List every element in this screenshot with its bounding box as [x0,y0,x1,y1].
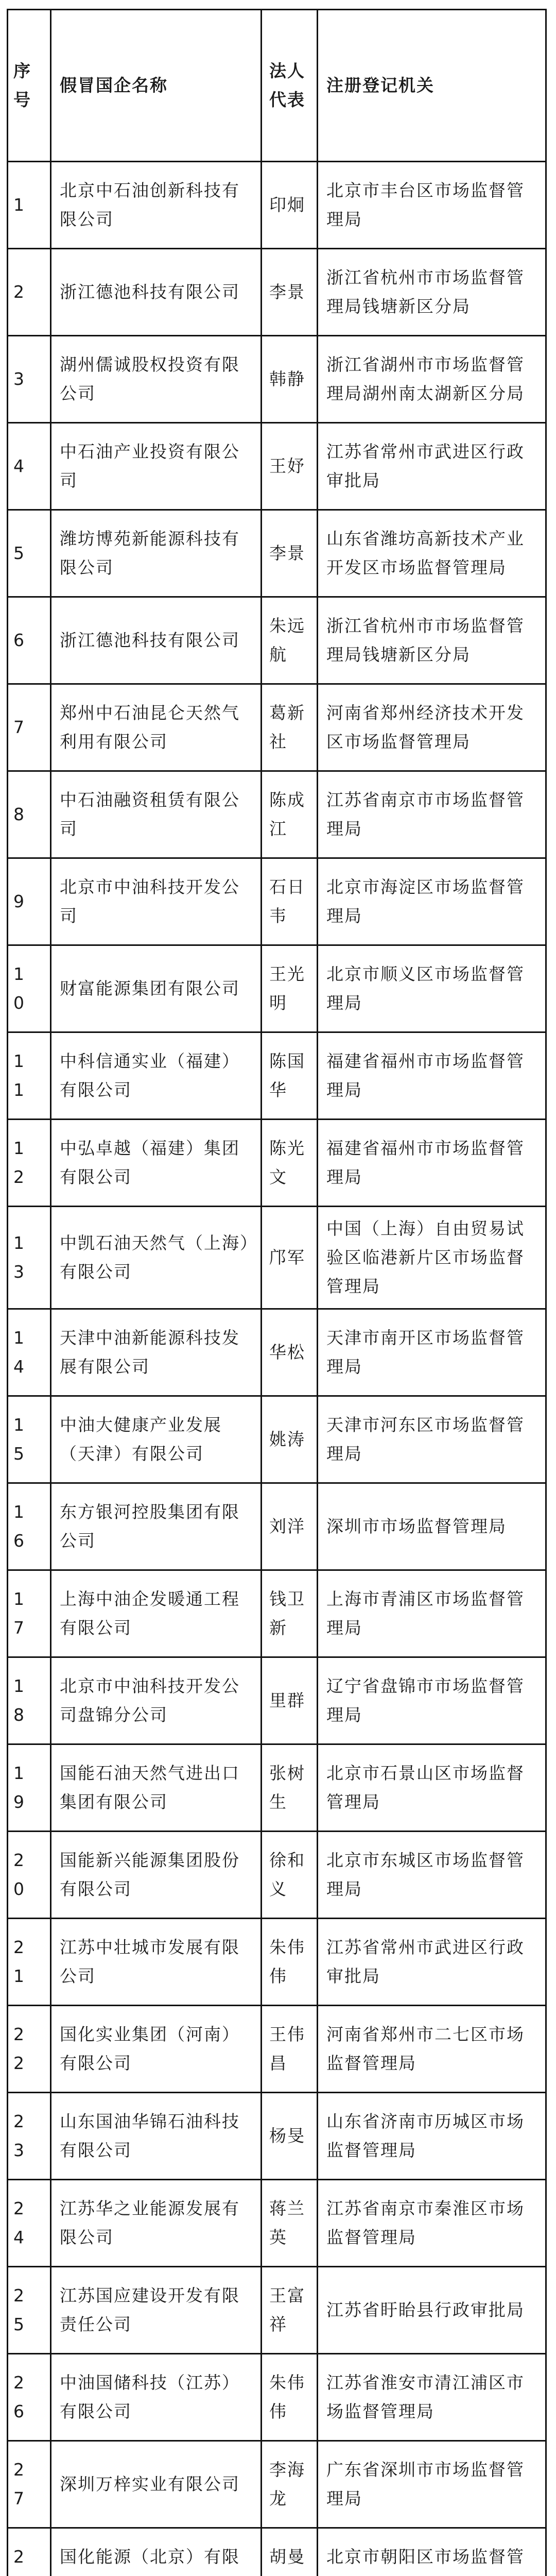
table-row [8,858,546,945]
row-index-text: 27 [13,2460,25,2509]
table-row [8,1657,546,1744]
row-authority: 中国（上海）自由贸易试验区临港新片区市场监督管理局 [318,1207,546,1309]
row-authority: 江苏省南京市秦淮区市场监督管理局 [318,2180,546,2267]
table-row [8,1032,546,1120]
row-representative [262,1919,318,2006]
row-company: 浙江德池科技有限公司 [51,249,262,336]
row-index-text: 15 [13,1415,25,1464]
row-index-text: 1 [13,195,25,215]
row-index-text: 21 [13,1937,25,1986]
row-company: 潍坊博苑新能源科技有限公司 [51,510,262,597]
row-company: 国化能源（北京）有限 [51,2528,262,2576]
row-index [8,684,51,771]
row-representative-text: 王光明 [269,964,305,1013]
row-authority: 江苏省南京市市场监督管理局 [318,771,546,858]
table-row [8,249,546,336]
row-company: 中凯石油天然气（上海）有限公司 [51,1207,262,1309]
row-representative-text: 杨旻 [269,2126,305,2146]
row-authority: 江苏省淮安市清江浦区市场监督管理局 [318,2354,546,2441]
row-representative-text: 李景 [269,543,305,563]
row-representative-text: 里群 [269,1690,305,1710]
row-authority: 北京市朝阳区市场监督管 [318,2528,546,2576]
row-index [8,1396,51,1483]
table-row [8,1832,546,1919]
row-company: 东方银河控股集团有限公司 [51,1483,262,1570]
row-representative-text: 李景 [269,282,305,302]
table-row [8,336,546,423]
table-row [8,2354,546,2441]
row-company: 国化实业集团（河南）有限公司 [51,2006,262,2093]
row-index [8,1120,51,1207]
row-representative [262,1207,318,1309]
row-authority: 河南省郑州经济技术开发区市场监督管理局 [318,684,546,771]
row-company: 中科信通实业（福建）有限公司 [51,1032,262,1120]
row-index-text: 25 [13,2285,25,2334]
row-index [8,1657,51,1744]
table-row [8,510,546,597]
row-representative [262,1744,318,1832]
row-index [8,1570,51,1657]
row-index-text: 4 [13,456,25,476]
row-company: 中油大健康产业发展（天津）有限公司 [51,1396,262,1483]
row-company: 财富能源集团有限公司 [51,945,262,1032]
row-representative [262,162,318,249]
row-representative [262,858,318,945]
row-index-text: 22 [13,2024,25,2073]
row-company: 浙江德池科技有限公司 [51,597,262,684]
row-company: 上海中油企发暖通工程有限公司 [51,1570,262,1657]
row-representative-text: 韩静 [269,369,305,389]
row-index [8,2354,51,2441]
row-authority: 北京市石景山区市场监督管理局 [318,1744,546,1832]
row-authority: 北京市东城区市场监督管理局 [318,1832,546,1919]
row-index [8,1744,51,1832]
row-index-text: 6 [13,630,25,650]
row-representative [262,2354,318,2441]
row-index-text: 18 [13,1676,25,1725]
table-row [8,1919,546,2006]
row-index-text: 10 [13,964,25,1013]
row-company: 天津中油新能源科技发展有限公司 [51,1309,262,1396]
row-index-text: 12 [13,1138,25,1187]
row-index-text: 2 [13,282,25,302]
row-index-text: 11 [13,1051,25,1100]
table-row [8,2441,546,2528]
table-row [8,162,546,249]
row-representative-text: 陈国华 [269,1051,305,1100]
table-row [8,423,546,510]
row-company: 北京中石油创新科技有限公司 [51,162,262,249]
row-authority: 福建省福州市市场监督管理局 [318,1120,546,1207]
row-representative-text: 钱卫新 [269,1589,305,1638]
row-company: 深圳万梓实业有限公司 [51,2441,262,2528]
row-index [8,510,51,597]
row-representative-text: 胡曼 [269,2547,305,2567]
row-representative-text: 华松 [269,1342,305,1362]
row-index-text: 17 [13,1589,25,1638]
row-index [8,2441,51,2528]
row-authority: 天津市南开区市场监督管理局 [318,1309,546,1396]
row-index [8,597,51,684]
row-representative [262,2267,318,2354]
table-row [8,1396,546,1483]
row-representative-text: 邝军 [269,1247,305,1267]
row-authority: 河南省郑州市二七区市场监督管理局 [318,2006,546,2093]
row-index [8,1832,51,1919]
row-company: 中弘卓越（福建）集团有限公司 [51,1120,262,1207]
row-authority: 浙江省杭州市市场监督管理局钱塘新区分局 [318,597,546,684]
row-representative-text: 姚涛 [269,1429,305,1449]
row-index [8,945,51,1032]
row-representative [262,1032,318,1120]
row-representative-text: 徐和义 [269,1850,305,1899]
row-authority: 福建省福州市市场监督管理局 [318,1032,546,1120]
row-company: 山东国油华锦石油科技有限公司 [51,2093,262,2180]
table-row [8,684,546,771]
row-index [8,2093,51,2180]
row-representative-text: 陈成江 [269,790,305,839]
row-index [8,249,51,336]
header-index: 序号 [8,10,51,162]
row-representative-text: 葛新社 [269,703,305,752]
row-index [8,2267,51,2354]
row-representative [262,336,318,423]
header-company: 假冒国企名称 [51,10,262,162]
row-index-text: 19 [13,1763,25,1812]
row-company: 江苏华之业能源发展有限公司 [51,2180,262,2267]
row-representative-text: 王妤 [269,456,305,476]
table-row [8,1309,546,1396]
row-index-text: 16 [13,1502,25,1551]
row-index [8,1483,51,1570]
row-representative [262,1309,318,1396]
row-authority: 北京市顺义区市场监督管理局 [318,945,546,1032]
row-representative [262,423,318,510]
row-index [8,1919,51,2006]
row-company: 国能石油天然气进出口集团有限公司 [51,1744,262,1832]
table-body [8,162,546,2576]
table-row [8,2180,546,2267]
row-index-text: 26 [13,2372,25,2421]
row-representative [262,249,318,336]
row-representative [262,1483,318,1570]
table-row [8,1570,546,1657]
row-company: 湖州儒诚股权投资有限公司 [51,336,262,423]
row-index-text: 7 [13,717,25,737]
row-authority: 山东省潍坊高新技术产业开发区市场监督管理局 [318,510,546,597]
row-index [8,858,51,945]
table-row [8,1207,546,1309]
table-row [8,1744,546,1832]
table-row [8,945,546,1032]
row-index-text: 2 [13,2547,25,2567]
row-representative [262,1120,318,1207]
table-row [8,2528,546,2576]
row-index [8,1207,51,1309]
row-representative-text: 蒋兰英 [269,2198,305,2247]
header-representative: 法人代表 [262,10,318,162]
row-authority: 江苏省常州市武进区行政审批局 [318,423,546,510]
row-index [8,1032,51,1120]
row-index-text: 3 [13,369,25,389]
table-row [8,2093,546,2180]
row-representative [262,1396,318,1483]
row-index-text: 8 [13,804,25,824]
row-authority: 浙江省杭州市市场监督管理局钱塘新区分局 [318,249,546,336]
row-index [8,1309,51,1396]
row-representative-text: 朱伟伟 [269,2372,305,2421]
row-index-text: 13 [13,1233,25,1282]
row-index-text: 20 [13,1850,25,1899]
row-authority: 北京市海淀区市场监督管理局 [318,858,546,945]
row-representative [262,771,318,858]
row-company: 江苏中壮城市发展有限公司 [51,1919,262,2006]
table-row [8,1483,546,1570]
row-index-text: 9 [13,891,25,911]
row-index [8,771,51,858]
row-representative-text: 印炯 [269,195,305,215]
table-row [8,771,546,858]
row-representative [262,1570,318,1657]
row-index [8,336,51,423]
row-representative-text: 王富祥 [269,2285,305,2334]
table-header-row [8,10,546,162]
row-representative [262,945,318,1032]
row-company: 中油国储科技（江苏）有限公司 [51,2354,262,2441]
row-company: 郑州中石油昆仑天然气利用有限公司 [51,684,262,771]
row-authority: 江苏省盱眙县行政审批局 [318,2267,546,2354]
row-representative-text: 李海龙 [269,2460,305,2509]
row-company: 北京市中油科技开发公司盘锦分公司 [51,1657,262,1744]
row-company: 北京市中油科技开发公司 [51,858,262,945]
row-representative [262,1832,318,1919]
row-authority: 深圳市市场监督管理局 [318,1483,546,1570]
table-row [8,2006,546,2093]
row-index [8,2180,51,2267]
row-authority: 上海市青浦区市场监督管理局 [318,1570,546,1657]
row-representative [262,1657,318,1744]
row-authority: 北京市丰台区市场监督管理局 [318,162,546,249]
row-representative [262,510,318,597]
row-representative-text: 王伟昌 [269,2024,305,2073]
row-representative-text: 陈光文 [269,1138,305,1187]
table-row [8,597,546,684]
row-index-text: 14 [13,1328,25,1377]
row-authority: 天津市河东区市场监督管理局 [318,1396,546,1483]
row-representative [262,597,318,684]
row-representative [262,2006,318,2093]
companies-table-wrapper [7,9,545,2576]
row-index-text: 5 [13,543,25,563]
row-representative-text: 朱远航 [269,616,305,665]
row-representative [262,2441,318,2528]
row-representative-text: 石日韦 [269,877,305,926]
row-index-text: 23 [13,2111,25,2160]
row-authority: 山东省济南市历城区市场监督管理局 [318,2093,546,2180]
row-company: 国能新兴能源集团股份有限公司 [51,1832,262,1919]
row-representative-text: 张树生 [269,1763,305,1812]
row-authority: 浙江省湖州市市场监督管理局湖州南太湖新区分局 [318,336,546,423]
row-representative [262,2180,318,2267]
row-representative [262,2528,318,2576]
row-index [8,2006,51,2093]
table-row [8,2267,546,2354]
fake-soe-table [7,9,547,2576]
row-index-text: 24 [13,2198,25,2247]
row-company: 中石油产业投资有限公司 [51,423,262,510]
row-representative [262,684,318,771]
row-authority: 辽宁省盘锦市市场监督管理局 [318,1657,546,1744]
row-index [8,162,51,249]
row-representative-text: 朱伟伟 [269,1937,305,1986]
row-company: 江苏国应建设开发有限责任公司 [51,2267,262,2354]
row-representative-text: 刘洋 [269,1516,305,1536]
row-index [8,423,51,510]
row-index [8,2528,51,2576]
table-row [8,1120,546,1207]
row-company: 中石油融资租赁有限公司 [51,771,262,858]
row-representative [262,2093,318,2180]
header-authority: 注册登记机关 [318,10,546,162]
row-authority: 江苏省常州市武进区行政审批局 [318,1919,546,2006]
row-authority: 广东省深圳市市场监督管理局 [318,2441,546,2528]
